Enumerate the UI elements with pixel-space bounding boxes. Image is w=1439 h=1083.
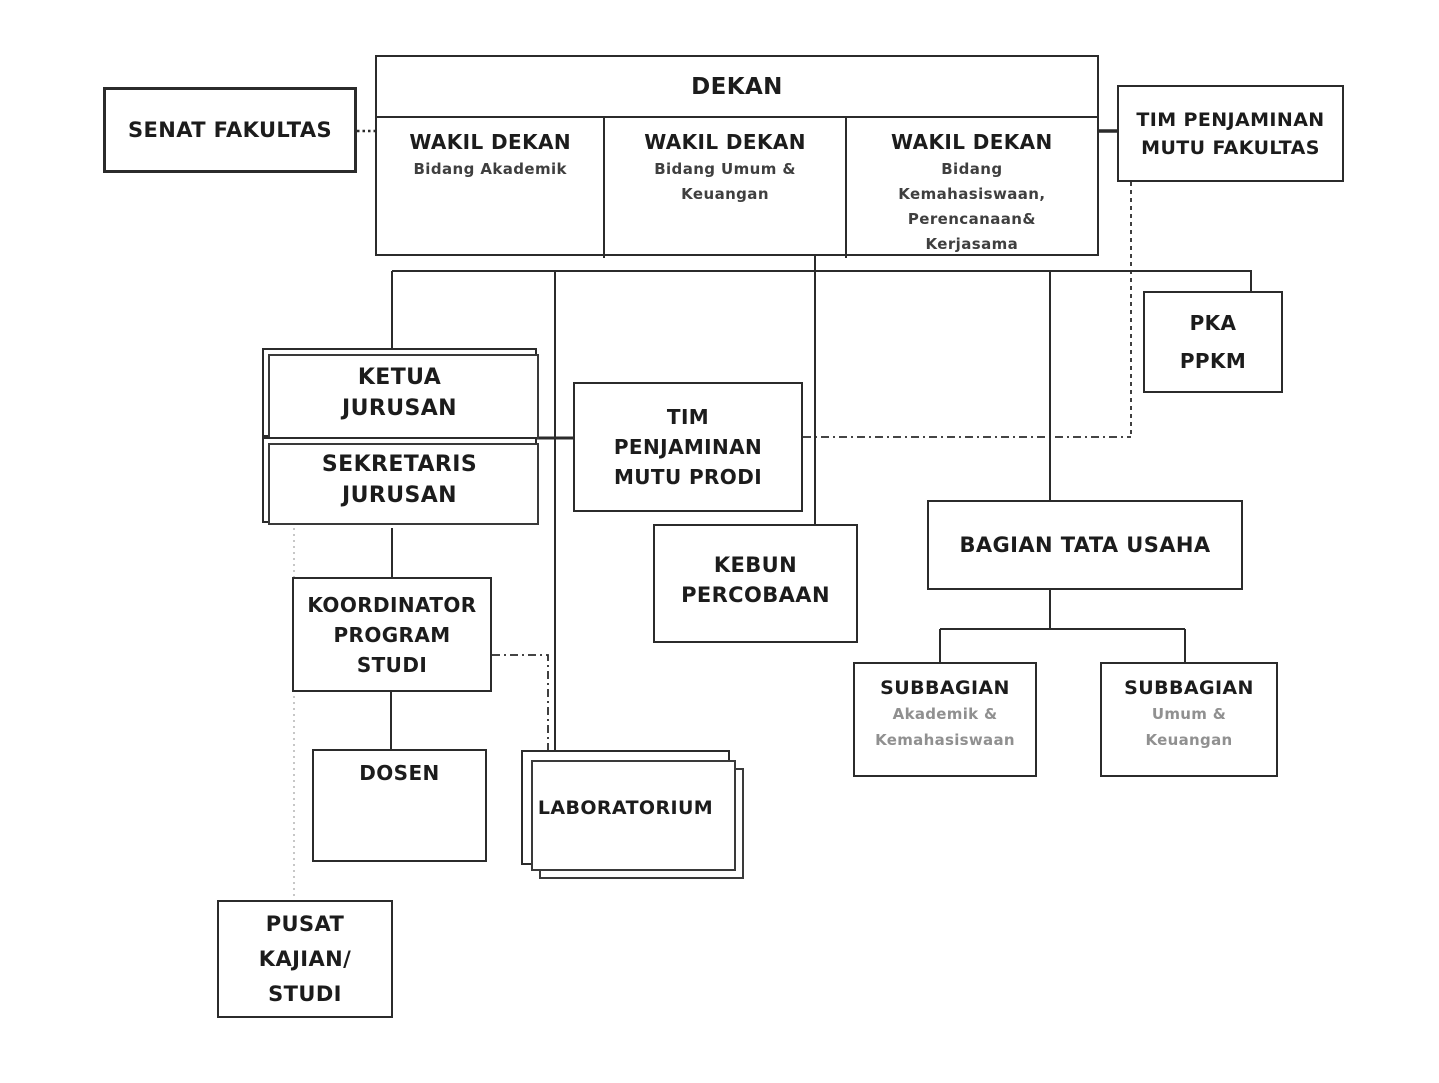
node-wakil-dekan-umum bbox=[605, 118, 846, 258]
node-title: WAKIL DEKAN bbox=[891, 130, 1053, 154]
node-title: BAGIAN TATA USAHA bbox=[959, 533, 1211, 557]
node-title: PKA bbox=[1189, 311, 1237, 335]
node-title: SUBBAGIAN bbox=[1124, 677, 1254, 699]
node-koordinator-program-studi bbox=[292, 577, 492, 692]
node-title: KEBUN bbox=[713, 553, 798, 577]
node-title: PROGRAM bbox=[333, 622, 451, 647]
node-wakil-dekan-kemahasiswaan bbox=[847, 118, 1097, 258]
node-title: PERCOBAAN bbox=[681, 583, 830, 607]
node-title: SENAT FAKULTAS bbox=[127, 118, 333, 142]
node-subtitle: Kemahasiswaan bbox=[875, 731, 1015, 749]
node-subtitle: Bidang bbox=[941, 160, 1003, 178]
node-title: JURUSAN bbox=[342, 483, 457, 508]
node-title: PUSAT bbox=[265, 911, 345, 936]
node-subtitle: Kerjasama bbox=[925, 235, 1019, 253]
node-kebun-percobaan bbox=[653, 524, 858, 643]
node-title: MUTU FAKULTAS bbox=[1141, 136, 1320, 159]
node-tim-penjaminan-mutu-prodi bbox=[573, 382, 803, 512]
node-subtitle: Keuangan bbox=[1145, 731, 1233, 749]
node-title: STUDI bbox=[268, 981, 342, 1006]
node-pusat-kajian-studi bbox=[217, 900, 393, 1018]
node-wakil-dekan-akademik bbox=[377, 118, 605, 258]
node-title: TIM PENJAMINAN bbox=[1136, 108, 1325, 131]
node-title: PPKM bbox=[1179, 349, 1247, 373]
node-bagian-tata-usaha bbox=[927, 500, 1243, 590]
node-title: KAJIAN/ bbox=[258, 946, 352, 971]
node-title: KETUA bbox=[357, 364, 442, 390]
node-title: SUBBAGIAN bbox=[880, 677, 1010, 699]
node-ketua-jurusan bbox=[262, 348, 537, 437]
node-title: TIM bbox=[666, 405, 710, 429]
node-title: DEKAN bbox=[691, 73, 783, 100]
edge-tatausaha-subbagian bbox=[940, 590, 1185, 662]
node-subtitle: Keuangan bbox=[681, 185, 769, 203]
node-subtitle: Umum & bbox=[1151, 705, 1227, 723]
node-title: SEKRETARIS bbox=[321, 452, 478, 477]
node-subtitle: Bidang Umum & bbox=[654, 160, 796, 178]
node-sekretaris-jurusan bbox=[262, 437, 537, 523]
node-subtitle: Kemahasiswaan, bbox=[898, 185, 1046, 203]
node-title: WAKIL DEKAN bbox=[409, 130, 572, 154]
node-subbagian-akademik-kemahasiswaan bbox=[853, 662, 1037, 777]
node-dosen bbox=[312, 749, 487, 862]
node-title: MUTU PRODI bbox=[613, 465, 763, 489]
node-subtitle: Bidang Akademik bbox=[413, 160, 567, 178]
edge-koordinator-laboratorium-dashdot bbox=[492, 655, 548, 750]
node-subbagian-umum-keuangan bbox=[1100, 662, 1278, 777]
wakil-dekan-row bbox=[377, 118, 1097, 258]
node-title: KOORDINATOR bbox=[307, 592, 477, 617]
node-laboratorium bbox=[521, 750, 730, 865]
node-tim-penjaminan-mutu-fakultas bbox=[1117, 85, 1344, 182]
node-title: WAKIL DEKAN bbox=[644, 130, 806, 154]
node-dekan bbox=[375, 55, 1099, 256]
node-title: DOSEN bbox=[359, 761, 440, 785]
dekan-header bbox=[377, 57, 1097, 118]
node-title: JURUSAN bbox=[342, 395, 457, 421]
node-title: PENJAMINAN bbox=[613, 435, 763, 459]
node-subtitle: Perencanaan& bbox=[907, 210, 1036, 228]
node-title: LABORATORIUM bbox=[537, 796, 714, 819]
node-senat-fakultas bbox=[103, 87, 357, 173]
edge-dekan-bus bbox=[392, 271, 1251, 292]
node-pka-ppkm bbox=[1143, 291, 1283, 393]
node-title: STUDI bbox=[356, 652, 428, 677]
node-subtitle: Akademik & bbox=[892, 705, 998, 723]
